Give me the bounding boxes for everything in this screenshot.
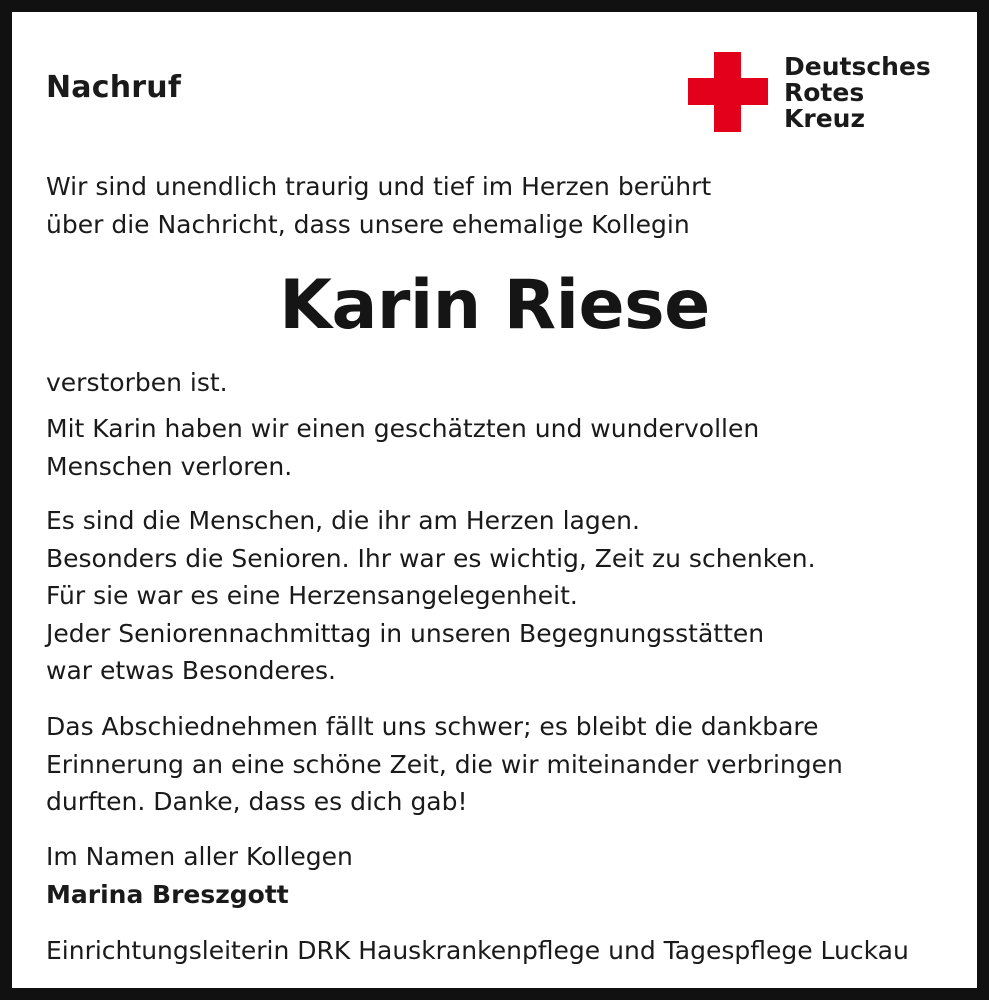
deceased-name: Karin Riese: [279, 266, 710, 345]
paragraph-line: Jeder Seniorennachmittag in unseren Begegnungsstätten: [46, 618, 765, 648]
signature-block: [46, 838, 353, 913]
paragraph-line: war etwas Besonderes.: [46, 656, 336, 685]
signer-name: Marina Breszgott: [46, 879, 289, 909]
drk-logo: [688, 52, 958, 138]
red-cross-horizontal: [688, 78, 768, 105]
signer-title-block: [46, 932, 909, 970]
heading: Nachruf: [46, 70, 182, 105]
paragraph-line: durften. Danke, dass es dich gab!: [46, 787, 468, 816]
paragraph-line: Erinnerung an eine schöne Zeit, die wir miteinander verbringen: [46, 749, 843, 779]
signer-title: Einrichtungsleiterin DRK Hauskrankenpflege und Tagespflege Luckau: [46, 936, 909, 965]
paragraph-line: Besonders die Senioren. Ihr war es wichtig, Zeit zu schenken.: [46, 543, 816, 573]
paragraph-line: Für sie war es eine Herzensangelegenheit.: [46, 581, 578, 610]
logo-wordmark: [784, 54, 931, 132]
paragraph-line: Es sind die Menschen, die ihr am Herzen lagen.: [46, 506, 640, 535]
after-name-text: [46, 364, 228, 402]
paragraph-loss: [46, 410, 759, 485]
intro-paragraph: [46, 168, 711, 243]
paragraph-farewell: [46, 708, 843, 821]
intro-line: Wir sind unendlich traurig und tief im Herzen berührt: [46, 172, 712, 201]
paragraph-line: Mit Karin haben wir einen geschätzten und wundervollen: [46, 414, 760, 443]
logo-line-2: Rotes: [784, 78, 865, 107]
paragraph-line: Das Abschiednehmen fällt uns schwer; es bleibt die dankbare: [46, 712, 819, 741]
after-name-line: verstorben ist.: [46, 368, 228, 397]
logo-line-1: Deutsches: [784, 52, 931, 81]
paragraph-line: Menschen verloren.: [46, 451, 293, 481]
logo-line-3: Kreuz: [784, 104, 866, 133]
intro-line: über die Nachricht, dass unsere ehemalige Kollegin: [46, 209, 690, 239]
paragraph-seniors: [46, 502, 816, 690]
closing-line: Im Namen aller Kollegen: [46, 842, 353, 871]
red-cross-icon: [688, 52, 768, 132]
